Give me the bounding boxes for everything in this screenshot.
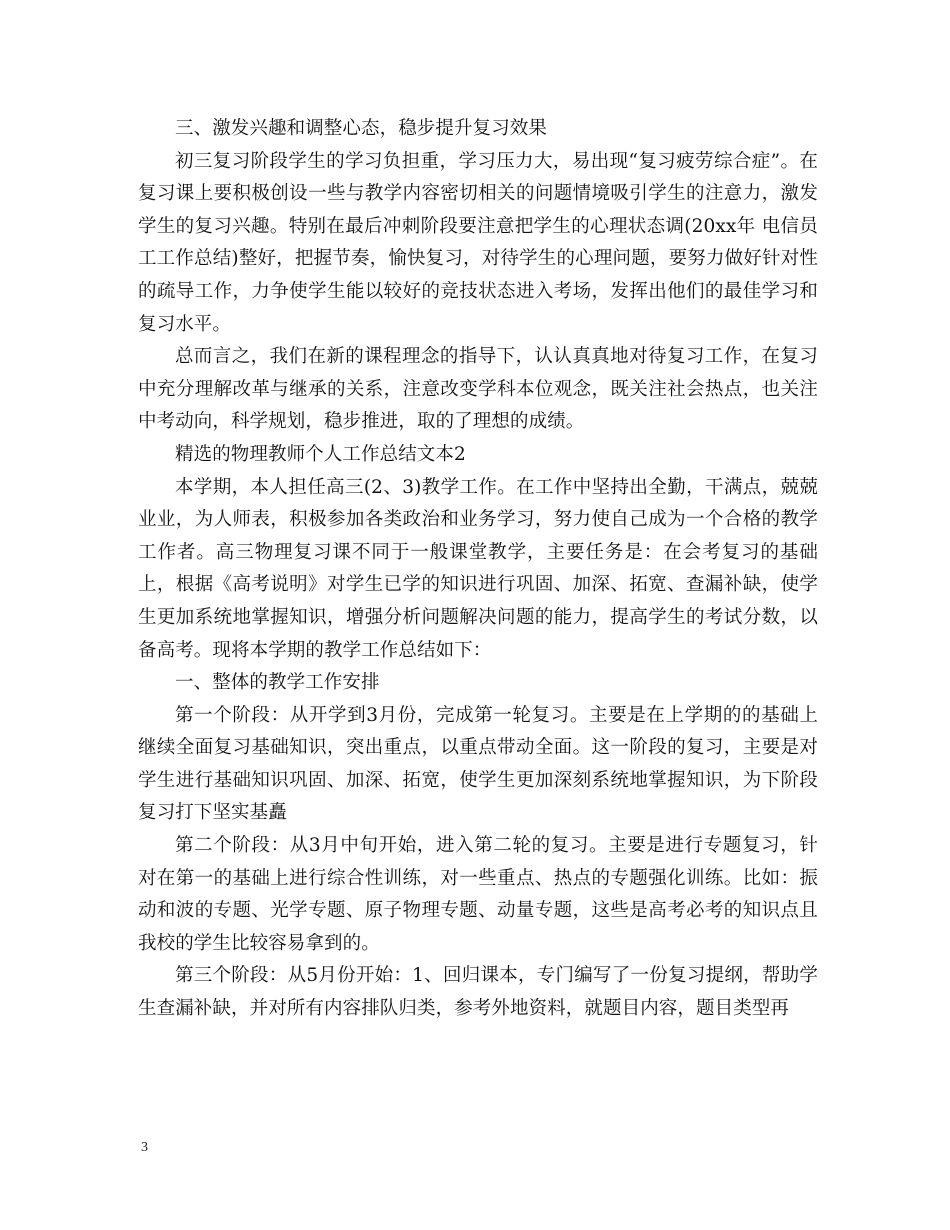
document-subtitle: 精选的物理教师个人工作总结文本2 [175, 443, 466, 465]
paragraph-stage-two: 第二个阶段：从3月中旬开始，进入第二轮的复习。主要是进行专题复习，针对在第一的基础上进行综合性训练，对一些重点、热点的专题强化训练。比如：振动和波的专题、光学专题、原子物理专题、动量专题，这些是高考必考的知识点且我校的学生比较容易拿到的。 [138, 835, 818, 954]
paragraph-conclusion: 总而言之，我们在新的课程理念的指导下，认认真真地对待复习工作，在复习中充分理解改革与继承的关系，注意改变学科本位观念，既关注社会热点，也关注中考动向，科学规划，稳步推进，取的了理想的成绩。 [138, 346, 818, 433]
paragraph-stage-one: 第一个阶段：从开学到3月份，完成第一轮复习。主要是在上学期的的基础上继续全面复习基础知识，突出重点，以重点带动全面。这一阶段的复习，主要是对学生进行基础知识巩固、加深、拓宽，使学生更加深刻系统地掌握知识，为下阶段复习打下坚实基矗 [138, 704, 818, 824]
section-heading-one: 一、整体的教学工作安排 [175, 672, 380, 694]
page-number: 3 [141, 1140, 148, 1155]
document-body [138, 113, 818, 1026]
paragraph-semester-intro: 本学期，本人担任高三(2、3)教学工作。在工作中坚持出全勤，干满点，兢兢业业，为人师表，积极参加各类政治和业务学习，努力使自己成为一个合格的教学工作者。高三物理复习课不同于一般课堂教学，主要任务是：在会考复习的基础上，根据《高考说明》对学生已学的知识进行巩固、加深、拓宽、查漏补缺，使学生更加系统地掌握知识，增强分析问题解决问题的能力，提高学生的考试分数，以备高考。现将本学期的教学工作总结如下： [138, 476, 818, 661]
paragraph-stage-three: 第三个阶段：从5月份开始：1、回归课本，专门编写了一份复习提纲，帮助学生查漏补缺，并对所有内容排队归类，参考外地资料，就题目内容，题目类型再 [138, 965, 818, 1020]
section-heading-three: 三、激发兴趣和调整心态，稳步提升复习效果 [175, 118, 548, 139]
paragraph-review-fatigue: 初三复习阶段学生的学习负担重，学习压力大，易出现“复习疲劳综合症”。在复习课上要积极创设一些与教学内容密切相关的问题情境吸引学生的注意力，激发学生的复习兴趣。特别在最后冲刺阶段要注意把学生的心理状态调(20xx年 电信员工工作总结)整好，把握节奏，愉快复习，对待学生的心理问题，要努力做好针对性的疏导工作，力争使学生能以较好的竞技状态进入考场，发挥出他们的最佳学习和复习水平。 [138, 150, 818, 335]
